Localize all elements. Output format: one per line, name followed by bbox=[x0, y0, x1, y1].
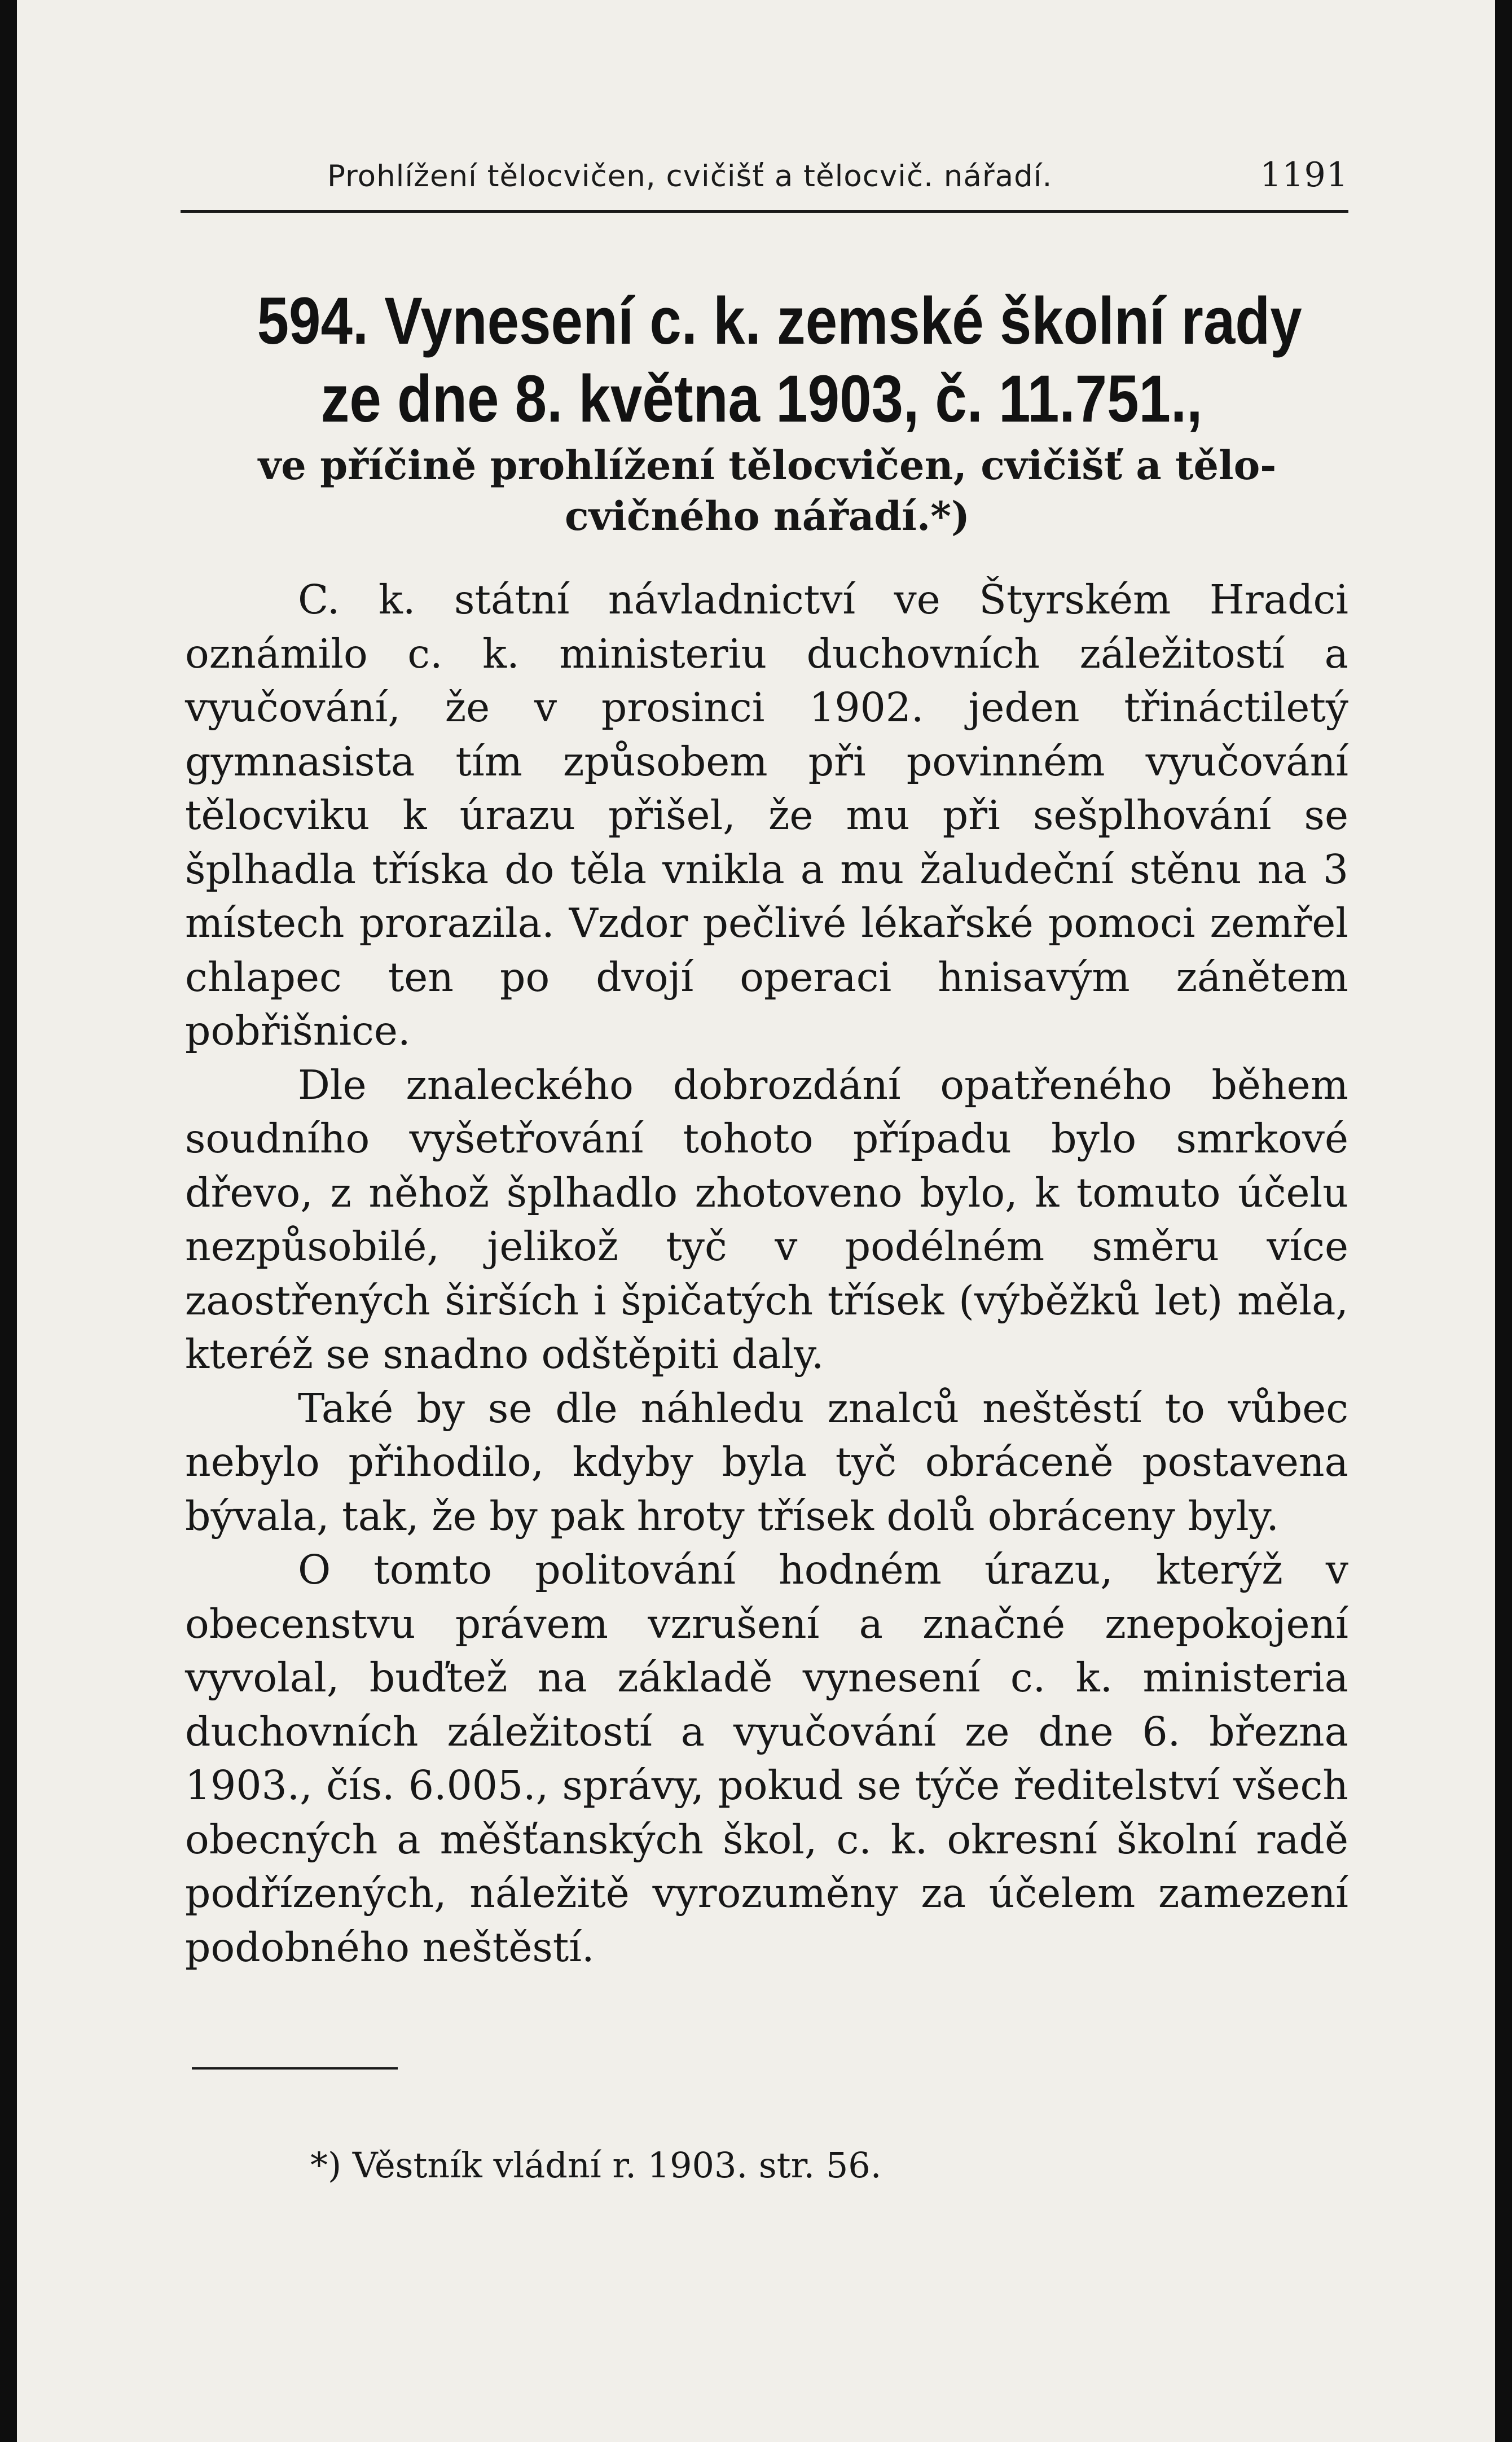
scan-border-left bbox=[0, 0, 17, 2442]
body-text bbox=[185, 573, 1348, 1974]
paragraph-3: Také by se dle náhledu znalců neštěstí to vůbec nebylo přihodilo, kdyby byla tyč obráceně postavena bývala, tak, že by pak hroty třísek dolů obráceny byly. bbox=[185, 1384, 1348, 1540]
heading-line-2: ze dne 8. května 1903, č. 11.751., bbox=[320, 362, 1203, 436]
running-head bbox=[164, 155, 1348, 195]
scan-border-right bbox=[1495, 0, 1512, 2442]
paragraph-1: C. k. státní návladnictví ve Štyrském Hradci oznámilo c. k. ministeriu duchovních záležitostí a vyučování, že v prosinci 1902. jeden třináctiletý gymnasista tím způsobem při povinném vyučování tělocviku k úrazu přišel, že mu při sešplhování se šplhadla tříska do těla vnikla a mu žaludeční stěnu na 3 místech prorazila. Vzdor pečlivé lékařské pomoci zemřel chlapec ten po dvojí operaci hnisavým zánětem pobřišnice. bbox=[185, 576, 1348, 1054]
heading-line-1: 594. Vynesení c. k. zemské školní rady bbox=[257, 284, 1302, 358]
footnote-rule bbox=[192, 2067, 398, 2070]
header-rule bbox=[181, 210, 1348, 213]
page-number: 1191 bbox=[1260, 155, 1348, 195]
paragraph-4: O tomto politování hodném úrazu, kterýž v obecenstvu právem vzrušení a značné znepokojení vyvolal, buďtež na základě vynesení c. k. ministeria duchovních záležitostí a vyučování ze dne 6. března 1903., čís. 6.005., správy, pokud se týče ředitelství všech obecných a měšťanských škol, c. k. okresní školní radě podřízených, náležitě vyrozuměny za účelem zamezení podobného neštěstí. bbox=[185, 1546, 1348, 1971]
document-heading bbox=[257, 282, 1302, 438]
footnote: *) Věstník vládní r. 1903. str. 56. bbox=[310, 2145, 882, 2186]
document-subheading bbox=[181, 440, 1354, 542]
subheading-line-1: ve příčině prohlížení tělocvičen, cvičišť a tělo- bbox=[258, 442, 1277, 489]
paragraph-2: Dle znaleckého dobrozdání opatřeného během soudního vyšetřování tohoto případu bylo smrkové dřevo, z něhož šplhadlo zhotoveno bylo, k tomuto účelu nezpůsobilé, jelikož tyč v podélném směru více zaostřených širších i špičatých třísek (výběžků let) měla, kteréž se snadno odštěpiti daly. bbox=[185, 1061, 1348, 1378]
running-head-title: Prohlížení tělocvičen, cvičišť a tělocvič. nářadí. bbox=[327, 159, 1053, 194]
subheading-line-2: cvičného nářadí.*) bbox=[564, 493, 970, 540]
